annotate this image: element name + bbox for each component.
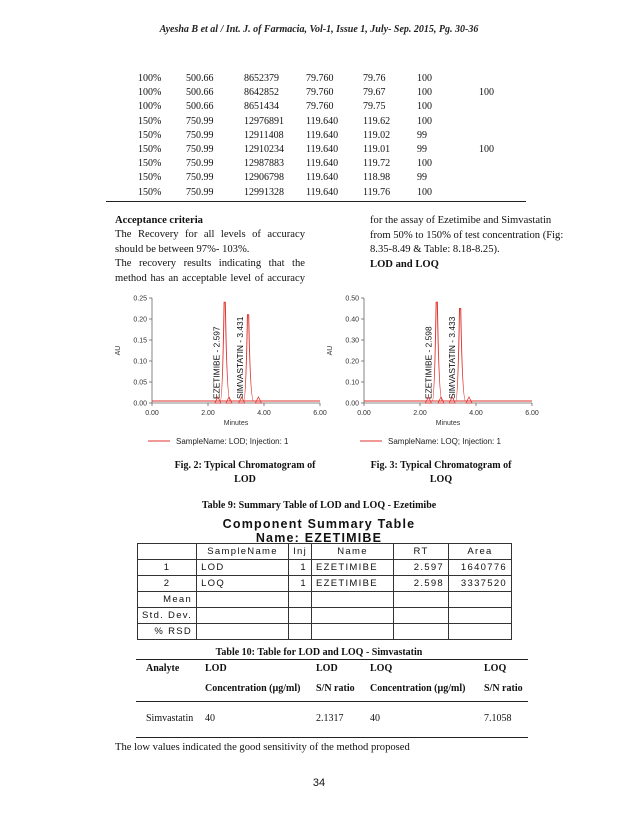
accuracy-row — [138, 186, 519, 200]
y-tick-label: 0.20 — [345, 358, 359, 366]
t10-h-lod: LOD — [205, 663, 227, 674]
component-summary-table — [137, 543, 512, 640]
acceptance-line-1: The Recovery for all levels of accuracy — [115, 229, 305, 240]
table10-mid-rule — [136, 701, 528, 702]
right-column-text — [370, 214, 564, 272]
peak-trace — [456, 309, 466, 402]
component-header-cell — [138, 544, 197, 560]
right-line-3: 8.35-8.49 & Table: 8.18-8.25). — [370, 244, 500, 256]
accuracy-table — [138, 72, 519, 200]
component-stat-row — [138, 592, 512, 608]
y-axis-label: AU — [327, 345, 334, 356]
t10-h-lod-conc: Concentration (µg/ml) — [205, 683, 301, 694]
component-row — [138, 576, 512, 592]
y-tick-label: 0.10 — [345, 379, 359, 387]
chromatogram-loq — [322, 288, 547, 453]
component-stat-cell — [197, 608, 289, 624]
accuracy-cell: 150% — [138, 186, 162, 198]
accuracy-cell: 750.99 — [186, 144, 214, 156]
t10-lod-conc: 40 — [205, 713, 215, 724]
component-header-cell: RT — [394, 544, 449, 560]
t10-analyte: Simvastatin — [146, 713, 194, 724]
accuracy-row — [138, 86, 519, 100]
integration-marker — [255, 397, 261, 403]
y-tick-label: 0.40 — [345, 316, 359, 324]
y-tick-label: 0.50 — [345, 295, 359, 303]
accuracy-cell — [479, 72, 519, 86]
accuracy-cell: 79.760 — [306, 73, 334, 84]
fig2-caption-line2: LOD — [234, 474, 256, 485]
accuracy-cell: 79.760 — [306, 101, 334, 113]
accuracy-cell: 500.66 — [186, 73, 214, 84]
accuracy-cell: 119.640 — [306, 129, 339, 141]
sensitivity-statement: The low values indicated the good sensitivity of the method proposed — [115, 742, 410, 753]
accuracy-row — [138, 115, 519, 129]
t10-lod-sn: 2.1317 — [316, 713, 344, 724]
component-cell: 1 — [138, 560, 197, 576]
accuracy-cell: 500.66 — [186, 87, 214, 99]
accuracy-cell: 12910234 — [244, 144, 284, 156]
component-stat-cell — [394, 624, 449, 640]
x-axis-label: Minutes — [435, 420, 461, 427]
accuracy-row — [138, 143, 519, 157]
accuracy-cell: 12911408 — [244, 129, 284, 141]
peak-label: EZETIMIBE - 2.597 — [211, 326, 222, 399]
t10-loq-conc: 40 — [370, 713, 380, 724]
x-tick-label: 0.00 — [145, 410, 159, 417]
component-cell: 2 — [138, 576, 197, 592]
component-row — [138, 560, 512, 576]
acceptance-line-2: should be between 97%- 103%. — [115, 243, 250, 255]
accuracy-cell: 8642852 — [244, 87, 279, 99]
accuracy-cell: 79.760 — [306, 87, 334, 99]
accuracy-cell: 750.99 — [186, 115, 214, 127]
accuracy-row — [138, 157, 519, 171]
accuracy-cell: 150% — [138, 172, 162, 184]
accuracy-cell: 100 — [417, 73, 432, 84]
accuracy-cell: 150% — [138, 158, 162, 170]
accuracy-cell — [479, 186, 519, 200]
x-tick-label: 4.00 — [469, 410, 483, 417]
x-axis-label: Minutes — [223, 420, 249, 427]
legend-label: SampleName: LOD; Injection: 1 — [176, 437, 289, 446]
accuracy-cell: 79.75 — [363, 101, 386, 113]
component-cell: 2.597 — [394, 560, 449, 576]
accuracy-cell: 100 — [417, 158, 432, 170]
t10-h-loq-sn: LOQ — [484, 663, 507, 674]
page-number: 34 — [312, 777, 326, 789]
accuracy-cell: 750.99 — [186, 172, 214, 184]
accuracy-cell: 100 — [417, 101, 432, 113]
component-stat-cell — [197, 592, 289, 608]
accuracy-cell: 119.640 — [306, 172, 339, 184]
accuracy-cell — [479, 129, 519, 143]
peak-trace — [432, 302, 442, 401]
table10-bottom-rule — [136, 737, 528, 738]
component-header-cell: Inj — [289, 544, 312, 560]
y-tick-label: 0.30 — [345, 337, 359, 345]
component-cell: 3337520 — [449, 576, 512, 592]
accuracy-cell: 119.02 — [363, 129, 391, 141]
accuracy-cell: 119.76 — [363, 186, 391, 198]
component-stat-cell — [289, 624, 312, 640]
component-stat-cell — [312, 608, 394, 624]
y-tick-label: 0.10 — [133, 358, 147, 366]
y-tick-label: 0.05 — [133, 379, 147, 387]
accuracy-cell: 150% — [138, 129, 162, 141]
accuracy-cell: 750.99 — [186, 129, 214, 141]
component-header-row — [138, 544, 512, 560]
accuracy-cell: 8652379 — [244, 73, 279, 84]
t10-h-loq-conc: Concentration (µg/ml) — [370, 683, 466, 694]
accuracy-cell: 150% — [138, 115, 162, 127]
accuracy-cell — [479, 115, 519, 129]
accuracy-cell: 100 — [479, 144, 494, 156]
accuracy-cell: 119.62 — [363, 115, 391, 127]
component-header-cell: SampleName — [197, 544, 289, 560]
component-stat-label: Std. Dev. — [138, 608, 197, 624]
right-line-2: from 50% to 150% of test concentration (Fig: — [370, 229, 564, 241]
accuracy-cell: 99 — [417, 172, 427, 184]
accuracy-cell: 750.99 — [186, 186, 214, 198]
accuracy-cell: 12991328 — [244, 186, 284, 198]
x-tick-label: 6.00 — [525, 410, 539, 417]
accuracy-cell: 119.640 — [306, 158, 339, 170]
x-tick-label: 2.00 — [413, 410, 427, 417]
y-tick-label: 0.20 — [133, 316, 147, 324]
accuracy-cell: 118.98 — [363, 172, 391, 184]
table9-title-line2: Name: EZETIMIBE — [255, 531, 383, 545]
accuracy-cell: 12976891 — [244, 115, 284, 127]
component-stat-cell — [197, 624, 289, 640]
accuracy-cell: 79.67 — [363, 87, 386, 99]
component-cell: 1 — [289, 560, 312, 576]
fig3-caption — [346, 459, 536, 487]
peak-trace — [244, 315, 254, 401]
component-stat-cell — [394, 592, 449, 608]
peak-trace — [220, 302, 230, 401]
accuracy-cell: 100 — [417, 186, 432, 198]
accuracy-cell: 150% — [138, 144, 162, 156]
component-stat-label: Mean — [138, 592, 197, 608]
component-cell: 1 — [289, 576, 312, 592]
accuracy-cell: 12906798 — [244, 172, 284, 184]
t10-h-lod-sn2: S/N ratio — [316, 683, 355, 694]
fig3-caption-line2: LOQ — [429, 474, 453, 485]
component-stat-cell — [312, 624, 394, 640]
component-cell: EZETIMIBE — [312, 576, 394, 592]
component-stat-row — [138, 624, 512, 640]
accuracy-row — [138, 171, 519, 185]
table9-caption: Table 9: Summary Table of LOD and LOQ - Ezetimibe — [201, 500, 437, 511]
accuracy-cell: 8651434 — [244, 101, 279, 113]
t10-h-loq-sn2: S/N ratio — [484, 683, 523, 694]
y-tick-label: 0.00 — [345, 400, 359, 408]
accuracy-cell: 100% — [138, 101, 162, 113]
peak-label: SIMVASTATIN - 3.433 — [447, 316, 458, 399]
accuracy-cell: 100% — [138, 73, 162, 84]
accuracy-row — [138, 129, 519, 143]
accuracy-cell: 119.640 — [306, 186, 339, 198]
accuracy-cell: 100 — [417, 115, 432, 127]
t10-h-lod-sn: LOD — [316, 663, 338, 674]
accuracy-cell: 119.01 — [363, 144, 391, 156]
component-stat-cell — [449, 624, 512, 640]
x-tick-label: 0.00 — [357, 410, 371, 417]
acceptance-criteria-text — [115, 228, 305, 286]
acceptance-criteria-heading: Acceptance criteria — [115, 215, 203, 226]
component-cell: LOD — [197, 560, 289, 576]
component-stat-cell — [449, 592, 512, 608]
x-tick-label: 2.00 — [201, 410, 215, 417]
legend-label: SampleName: LOQ; Injection: 1 — [388, 437, 501, 446]
component-stat-label: % RSD — [138, 624, 197, 640]
accuracy-cell: 500.66 — [186, 101, 214, 113]
y-tick-label: 0.00 — [133, 400, 147, 408]
accuracy-table-bottom-rule — [106, 201, 526, 202]
accuracy-cell: 99 — [417, 144, 427, 156]
acceptance-line-3: The recovery results indicating that the — [115, 258, 305, 270]
accuracy-cell: 119.72 — [363, 158, 391, 170]
accuracy-cell: 119.640 — [306, 144, 339, 156]
y-tick-label: 0.25 — [133, 295, 147, 303]
accuracy-cell: 100% — [138, 87, 162, 99]
accuracy-cell: 100 — [479, 87, 494, 99]
acceptance-line-4: method has an acceptable level of accuracy — [115, 272, 305, 284]
table10-caption: Table 10: Table for LOD and LOQ - Simvastatin — [215, 647, 423, 658]
accuracy-row — [138, 100, 519, 114]
y-tick-label: 0.15 — [133, 337, 147, 345]
accuracy-cell — [479, 100, 519, 114]
component-header-cell: Area — [449, 544, 512, 560]
peak-label: EZETIMIBE - 2.598 — [423, 326, 434, 399]
accuracy-cell: 750.99 — [186, 158, 214, 170]
fig2-caption — [150, 459, 340, 487]
component-stat-cell — [289, 608, 312, 624]
x-tick-label: 6.00 — [313, 410, 327, 417]
component-stat-cell — [312, 592, 394, 608]
lod-loq-heading: LOD and LOQ — [370, 258, 439, 270]
component-header-cell: Name — [312, 544, 394, 560]
table10-top-rule — [136, 659, 528, 660]
table9-title — [0, 517, 638, 545]
y-axis-label: AU — [115, 345, 122, 356]
accuracy-cell: 79.76 — [363, 73, 386, 84]
accuracy-cell: 99 — [417, 129, 427, 141]
component-cell: LOQ — [197, 576, 289, 592]
integration-marker — [466, 397, 472, 403]
t10-h-analyte: Analyte — [146, 663, 180, 674]
accuracy-row — [138, 72, 519, 86]
component-stat-row — [138, 608, 512, 624]
component-stat-cell — [289, 592, 312, 608]
accuracy-cell — [479, 157, 519, 171]
accuracy-cell: 119.640 — [306, 115, 339, 127]
fig2-caption-line1: Fig. 2: Typical Chromatogram of — [174, 460, 316, 471]
component-stat-cell — [394, 608, 449, 624]
component-cell: 2.598 — [394, 576, 449, 592]
fig3-caption-line1: Fig. 3: Typical Chromatogram of — [370, 460, 512, 471]
table9-title-line1: Component Summary Table — [222, 517, 416, 531]
accuracy-cell: 12987883 — [244, 158, 284, 170]
chromatogram-lod — [110, 288, 335, 453]
right-line-1: for the assay of Ezetimibe and Simvastatin — [370, 215, 552, 226]
t10-h-loq: LOQ — [370, 663, 393, 674]
component-cell: EZETIMIBE — [312, 560, 394, 576]
component-cell: 1640776 — [449, 560, 512, 576]
accuracy-cell — [479, 171, 519, 185]
running-header: Ayesha B et al / Int. J. of Farmacia, Vol-1, Issue 1, July- Sep. 2015, Pg. 30-36 — [159, 24, 479, 35]
accuracy-cell: 100 — [417, 87, 432, 99]
peak-label: SIMVASTATIN - 3.431 — [235, 316, 246, 399]
x-tick-label: 4.00 — [257, 410, 271, 417]
t10-loq-sn: 7.1058 — [484, 713, 512, 724]
component-stat-cell — [449, 608, 512, 624]
